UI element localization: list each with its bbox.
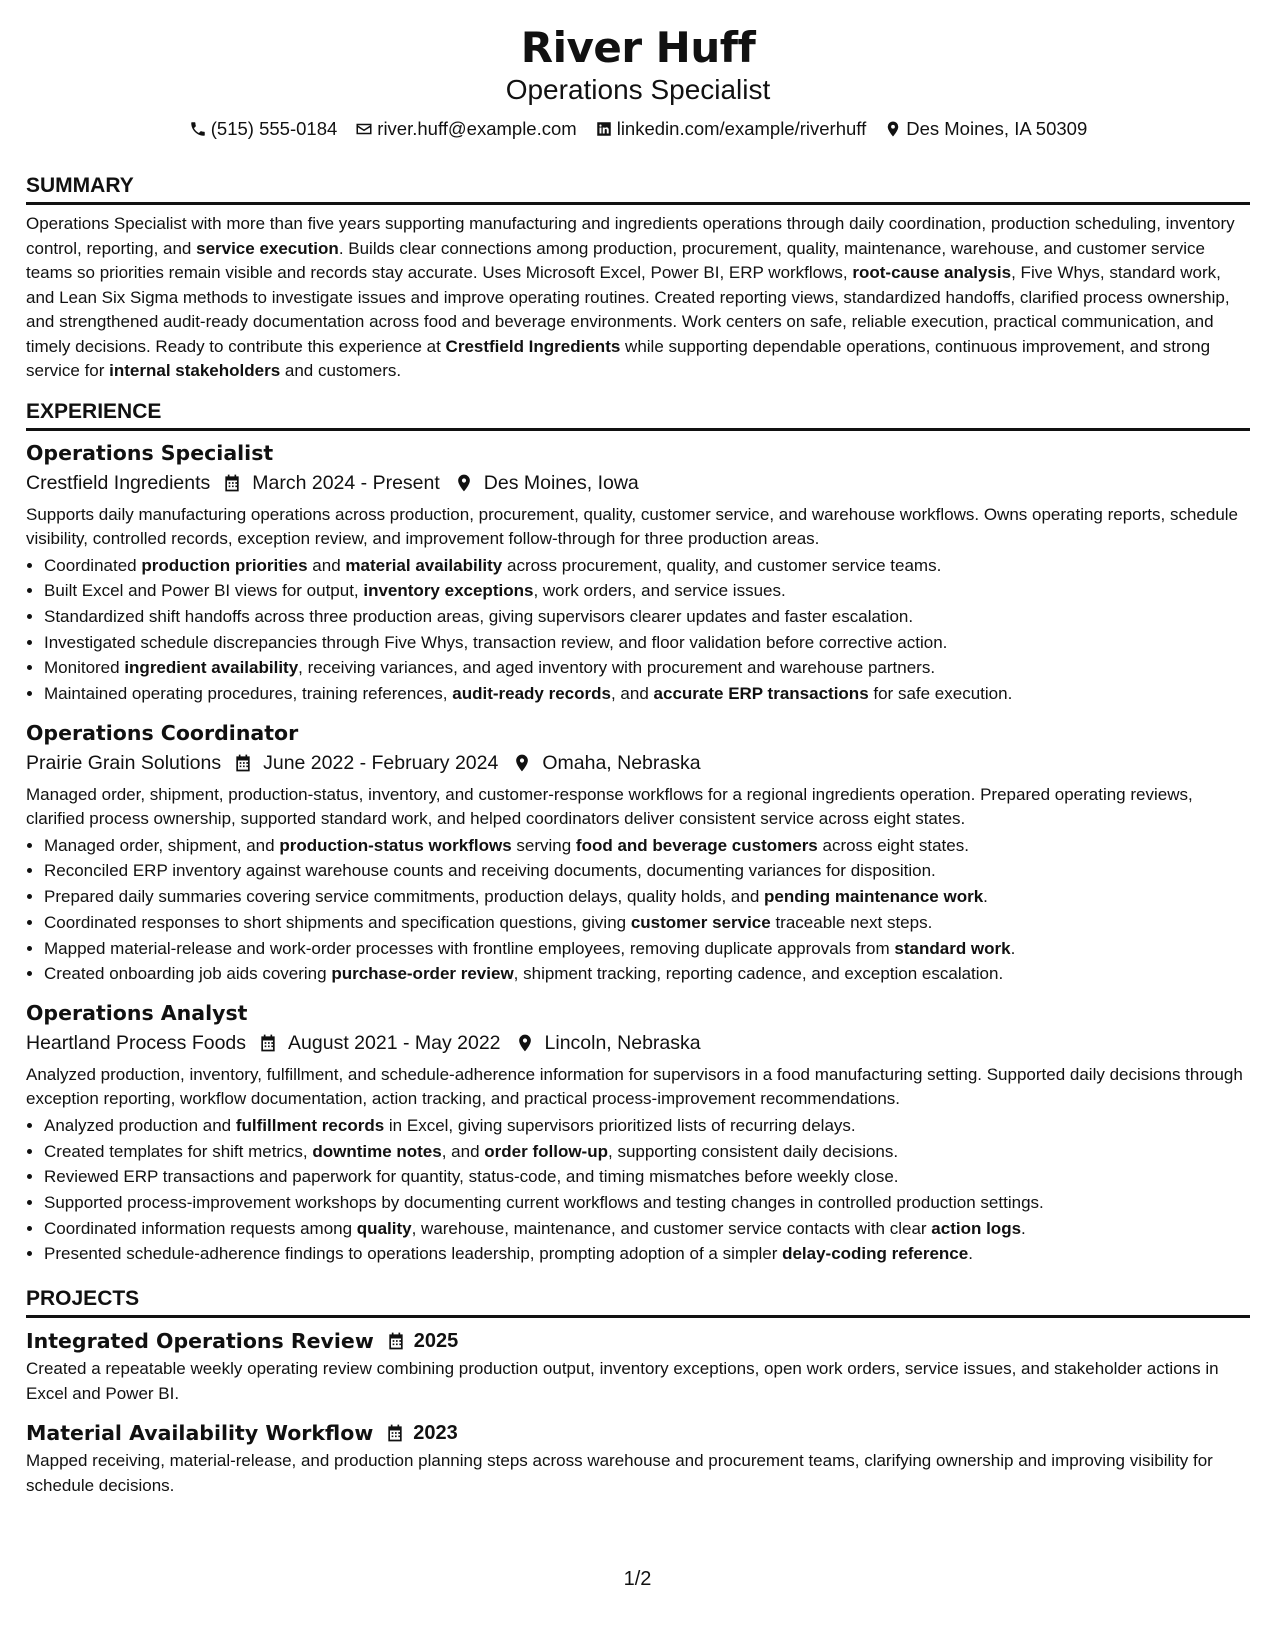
section-title-experience: EXPERIENCE (26, 400, 1250, 431)
contact-linkedin[interactable] (595, 118, 867, 140)
map-pin-icon (512, 753, 532, 773)
job-bullet-list (26, 833, 1250, 987)
job-bullet: • Created templates for shift metrics, downtime notes, and order follow-up, supporting consistent daily decisions. (44, 1139, 1250, 1165)
job-entry (26, 999, 1250, 1267)
emphasis-text: quality (356, 1218, 412, 1238)
calendar-icon (386, 1331, 406, 1351)
job-bullet: • Prepared daily summaries covering service commitments, production delays, quality holds, and pending maintenance work. (44, 884, 1250, 910)
job-bullet: • Coordinated information requests among quality, warehouse, maintenance, and customer service contacts with clear action logs. (44, 1216, 1250, 1242)
job-entry (26, 439, 1250, 707)
emphasis-text: root-cause analysis (852, 263, 1012, 282)
job-meta (26, 1029, 1250, 1057)
job-title: Operations Specialist (26, 440, 274, 465)
map-pin-icon (884, 120, 902, 138)
job-bullet: • Supported process-improvement workshops by documenting current workflows and testing changes in controlled production settings. (44, 1190, 1250, 1216)
job-bullet-list (26, 553, 1250, 707)
emphasis-text: service execution (196, 238, 339, 258)
section-title-summary: SUMMARY (26, 174, 1250, 205)
project-year: 2025 (413, 1330, 459, 1353)
emphasis-text: delay-coding reference (782, 1244, 969, 1264)
job-description: Analyzed production, inventory, fulfillment, and schedule-adherence information for supervisors in a food manufacturing setting. Supported daily decisions through exception reporting, workflow documentation, action tracking, and practical process-improvement recommendations. (26, 1064, 1243, 1109)
emphasis-text: material availability (345, 555, 503, 575)
calendar-icon (258, 1033, 278, 1053)
map-pin-icon (454, 473, 474, 493)
project-description: Created a repeatable weekly operating review combining production output, inventory exceptions, open work orders, service issues, and stakeholder actions in Excel and Power BI. (26, 1359, 1219, 1403)
emphasis-text: internal stakeholders (109, 361, 281, 380)
section-title-projects: PROJECTS (26, 1287, 1250, 1318)
summary-text: Operations Specialist with more than five years supporting manufacturing and ingredients operations through daily coordination, production scheduling, inventory control, reporting, and service execution. Builds clear connections among production, procurement, quality, maintenance, warehouse, and customer service teams so priorities remain visible and records stay accurate. Uses Microsoft Excel, Power BI, ERP workflows, root-cause analysis, Five Whys, standard work, and Lean Six Sigma methods to investigate issues and improve operating routines. Created reporting views, standardized handoffs, clarified process ownership, and strengthened audit-ready documentation across food and beverage environments. Work centers on safe, reliable execution, practical communication, and timely decisions. Ready to contribute this experience at Crestfield Ingredients while supporting dependable operations, continuous improvement, and strong service for internal stakeholders and customers. (26, 214, 1235, 380)
job-bullet: • Coordinated responses to short shipments and specification questions, giving customer service traceable next steps. (44, 910, 1250, 936)
job-bullet: • Monitored ingredient availability, receiving variances, and aged inventory with procurement and warehouse partners. (44, 655, 1250, 681)
calendar-icon (222, 473, 242, 493)
calendar-icon (385, 1423, 405, 1443)
project-name: Material Availability Workflow (26, 1421, 374, 1446)
job-location: Omaha, Nebraska (542, 751, 701, 774)
candidate-headline: Operations Specialist (505, 74, 771, 105)
contact-phone (189, 118, 338, 140)
experience-section (26, 400, 1250, 1268)
emphasis-text: pending maintenance work (764, 887, 984, 907)
emphasis-text: action logs (931, 1218, 1022, 1238)
job-location: Lincoln, Nebraska (544, 1031, 701, 1054)
emphasis-text: standard work (894, 938, 1011, 958)
project-entry (26, 1326, 1250, 1406)
job-bullet: • Standardized shift handoffs across three production areas, giving supervisors clearer updates and faster escalation. (44, 604, 1250, 630)
job-bullet: • Coordinated production priorities and material availability across procurement, quality, and customer service teams. (44, 553, 1250, 579)
project-entry (26, 1418, 1250, 1498)
projects-section (26, 1287, 1250, 1498)
job-meta (26, 749, 1250, 777)
phone-icon (189, 120, 207, 138)
job-bullet: • Managed order, shipment, and production-status workflows serving food and beverage customers across eight states. (44, 833, 1250, 859)
contact-email[interactable] (355, 118, 576, 140)
emphasis-text: production-status workflows (279, 835, 512, 855)
company-name: Heartland Process Foods (26, 1031, 247, 1054)
calendar-icon (233, 753, 253, 773)
summary-section (26, 174, 1250, 384)
job-bullet: • Maintained operating procedures, training references, audit-ready records, and accurate ERP transactions for safe execution. (44, 681, 1250, 707)
emphasis-text: inventory exceptions (363, 581, 534, 601)
job-meta (26, 469, 1250, 497)
emphasis-text: purchase-order review (331, 964, 514, 984)
job-bullet: • Analyzed production and fulfillment records in Excel, giving supervisors prioritized lists of recurring delays. (44, 1113, 1250, 1139)
page-indicator: 1/2 (623, 1568, 652, 1590)
project-name: Integrated Operations Review (26, 1329, 374, 1354)
project-description: Mapped receiving, material-release, and production planning steps across warehouse and procurement teams, clarifying ownership and improving visibility for schedule decisions. (26, 1451, 1213, 1495)
emphasis-text: customer service (630, 912, 771, 932)
emphasis-text: accurate ERP transactions (653, 684, 869, 704)
candidate-name: River Huff (520, 23, 756, 72)
emphasis-text: audit-ready records (452, 684, 611, 704)
job-bullet: • Investigated schedule discrepancies through Five Whys, transaction review, and floor validation before corrective action. (44, 630, 1250, 656)
job-bullet: • Reviewed ERP transactions and paperwork for quantity, status-code, and timing mismatches before weekly close. (44, 1164, 1250, 1190)
job-bullet: • Mapped material-release and work-order processes with frontline employees, removing duplicate approvals from standard work. (44, 936, 1250, 962)
map-pin-icon (515, 1033, 535, 1053)
envelope-icon (355, 120, 373, 138)
job-bullet: • Reconciled ERP inventory against warehouse counts and receiving documents, documenting variances for disposition. (44, 858, 1250, 884)
emphasis-text: food and beverage customers (575, 835, 818, 855)
phone-number: (515) 555-0184 (210, 118, 338, 139)
emphasis-text: Crestfield Ingredients (445, 336, 621, 356)
emphasis-text: ingredient availability (124, 658, 299, 678)
job-dates: March 2024 - Present (252, 471, 440, 494)
company-name: Crestfield Ingredients (26, 471, 211, 494)
project-header (26, 1326, 1250, 1356)
location-text: Des Moines, IA 50309 (906, 118, 1088, 139)
project-header (26, 1418, 1250, 1448)
job-title: Operations Analyst (26, 1000, 248, 1025)
linkedin-icon (595, 120, 613, 138)
job-description: Managed order, shipment, production-status, inventory, and customer-response workflows for a regional ingredients operation. Prepared operating reviews, clarified process ownership, supported standard work, and helped coordinators deliver consistent service across eight states. (26, 784, 1193, 829)
emphasis-text: downtime notes (312, 1141, 442, 1161)
resume-page (26, 22, 1250, 1498)
contact-bar (26, 118, 1250, 140)
email-link[interactable]: river.huff@example.com (377, 118, 577, 139)
job-bullet: • Created onboarding job aids covering purchase-order review, shipment tracking, reporting cadence, and exception escalation. (44, 961, 1250, 987)
project-year: 2023 (413, 1422, 458, 1445)
emphasis-text: order follow-up (484, 1141, 608, 1161)
company-name: Prairie Grain Solutions (26, 751, 222, 774)
job-entry (26, 719, 1250, 987)
emphasis-text: fulfillment records (235, 1115, 385, 1135)
job-bullet: • Presented schedule-adherence findings to operations leadership, prompting adoption of a simpler delay-coding reference. (44, 1241, 1250, 1267)
job-bullet: • Built Excel and Power BI views for output, inventory exceptions, work orders, and service issues. (44, 578, 1250, 604)
emphasis-text: production priorities (141, 555, 308, 575)
job-title: Operations Coordinator (26, 720, 299, 745)
job-list (26, 439, 1250, 1268)
linkedin-link[interactable]: linkedin.com/example/riverhuff (616, 118, 867, 139)
job-dates: June 2022 - February 2024 (263, 751, 499, 774)
job-bullet-list (26, 1113, 1250, 1267)
resume-header (26, 22, 1250, 140)
project-list (26, 1326, 1250, 1498)
job-location: Des Moines, Iowa (483, 471, 639, 494)
job-description: Supports daily manufacturing operations across production, procurement, quality, customer service, and warehouse workflows. Owns operating reports, schedule visibility, controlled records, exception review, and improvement follow-through for three production areas. (26, 504, 1239, 548)
job-dates: August 2021 - May 2022 (288, 1031, 501, 1054)
contact-location (884, 118, 1087, 140)
